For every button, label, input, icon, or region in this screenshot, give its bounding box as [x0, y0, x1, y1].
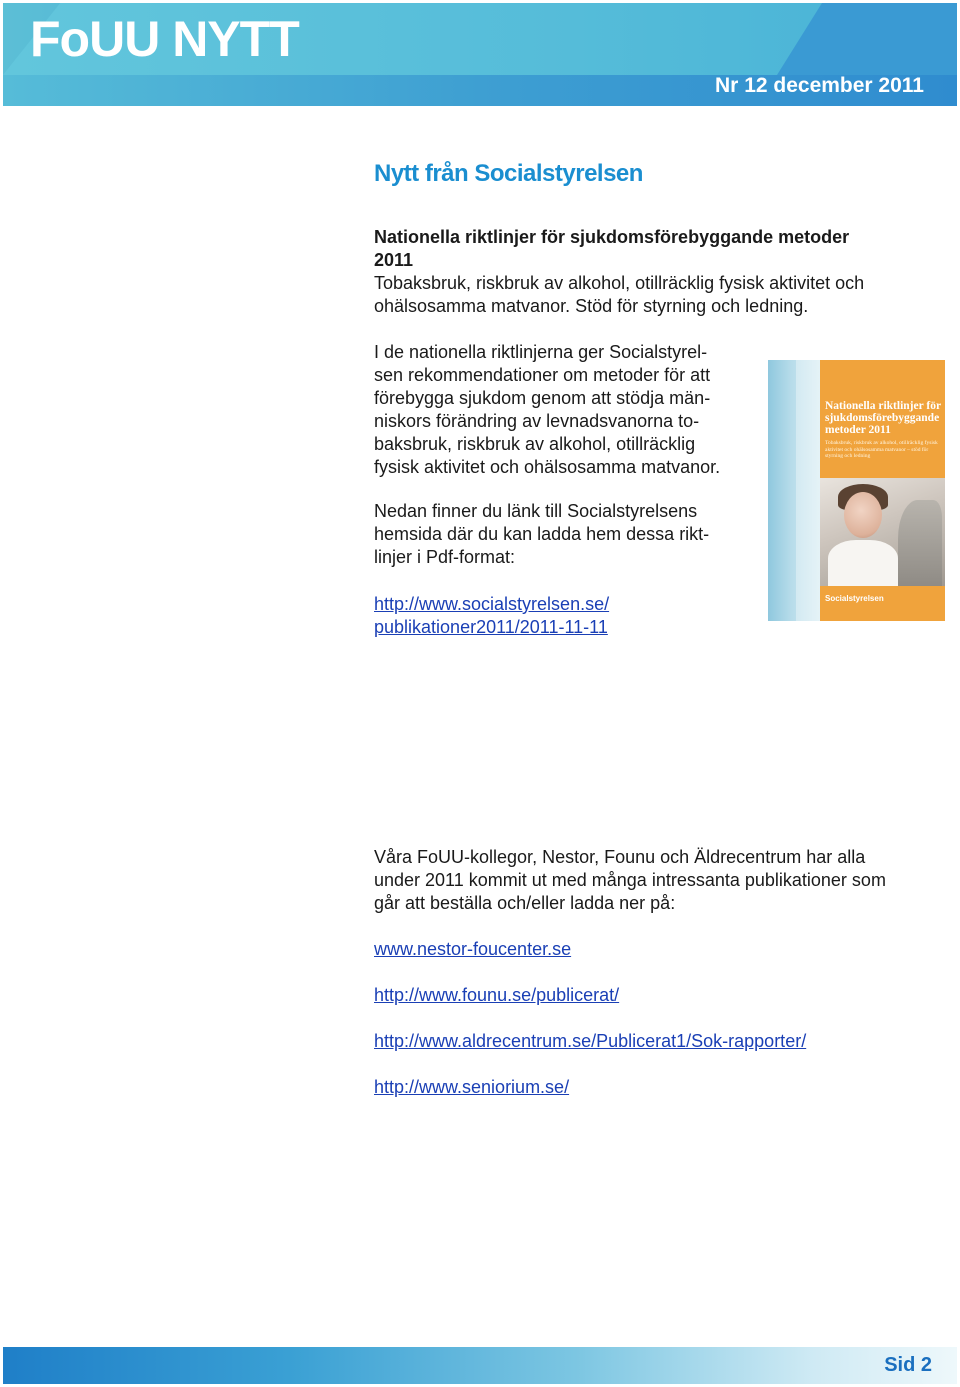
socialstyrelsen-link-line-1[interactable] — [374, 593, 609, 616]
issue-date: Nr 12 december 2011 — [715, 74, 924, 97]
socialstyrelsen-link-line-2[interactable] — [374, 616, 608, 639]
cover-subtitle: Tobaksbruk, riskbruk av alkohol, otillräcklig fysisk aktivitet och ohälsosamma matvanor – stöd för styrning och ledning — [825, 440, 938, 459]
body1-line: baksbruk, riskbruk av alkohol, otillräcklig — [374, 434, 696, 454]
colleague-link-row[interactable] — [374, 984, 619, 1007]
cover-photo-face — [844, 492, 882, 538]
section-heading: Nytt från Socialstyrelsen — [374, 160, 643, 187]
colleague-link-row[interactable] — [374, 1030, 806, 1053]
body2-line: linjer i Pdf-format: — [374, 547, 516, 567]
body1-line: I de nationella riktlinjerna ger Socialstyrel- — [374, 342, 708, 362]
article-title-line-2: 2011 — [374, 250, 414, 270]
cover-title: Nationella riktlinjer för sjukdomsförebyggande metoder 2011 — [825, 400, 941, 436]
page-number: Sid 2 — [884, 1354, 932, 1376]
article-subtitle-line-2: ohälsosamma matvanor. Stöd för styrning och ledning. — [374, 296, 809, 316]
body1-line: fysisk aktivitet och ohälsosamma matvanor. — [374, 457, 721, 477]
founu-link[interactable]: http://www.founu.se/publicerat/ — [374, 985, 620, 1005]
colleagues-line: går att beställa och/eller ladda ner på: — [374, 893, 676, 913]
body2-line: Nedan finner du länk till Socialstyrelsens — [374, 501, 698, 521]
body2-line: hemsida där du kan ladda hem dessa rikt- — [374, 524, 710, 544]
aldrecentrum-link[interactable]: http://www.aldrecentrum.se/Publicerat1/Sok-rapporter/ — [374, 1031, 807, 1051]
nestor-link[interactable]: www.nestor-foucenter.se — [374, 939, 572, 959]
socialstyrelsen-link-1[interactable]: http://www.socialstyrelsen.se/ — [374, 594, 610, 614]
book-cover-image — [768, 360, 945, 621]
cover-photo-shirt — [828, 540, 898, 586]
cover-stripe-highlight — [796, 360, 820, 621]
body1-line: niskors förändring av levnadsvanorna to- — [374, 411, 700, 431]
body1-line: förebygga sjukdom genom att stödja män- — [374, 388, 711, 408]
seniorium-link[interactable]: http://www.seniorium.se/ — [374, 1077, 570, 1097]
body1-line: sen rekommendationer om metoder för att — [374, 365, 711, 385]
footer-bar — [3, 1347, 957, 1384]
article-subtitle-line-1: Tobaksbruk, riskbruk av alkohol, otillräcklig fysisk aktivitet och — [374, 273, 865, 293]
colleague-link-row[interactable] — [374, 938, 571, 961]
colleagues-line: Våra FoUU-kollegor, Nestor, Founu och Äldrecentrum har alla — [374, 847, 866, 867]
socialstyrelsen-link-2[interactable]: publikationer2011/2011-11-11 — [374, 617, 608, 637]
cover-publisher-logo: Socialstyrelsen — [825, 594, 884, 603]
cover-photo-elder — [898, 500, 942, 586]
article-title-line-1: Nationella riktlinjer för sjukdomsförebyggande metoder — [374, 227, 850, 247]
masthead-title: FoUU NYTT — [30, 11, 299, 67]
colleague-link-row[interactable] — [374, 1076, 569, 1099]
colleagues-line: under 2011 kommit ut med många intressanta publikationer som — [374, 870, 886, 890]
